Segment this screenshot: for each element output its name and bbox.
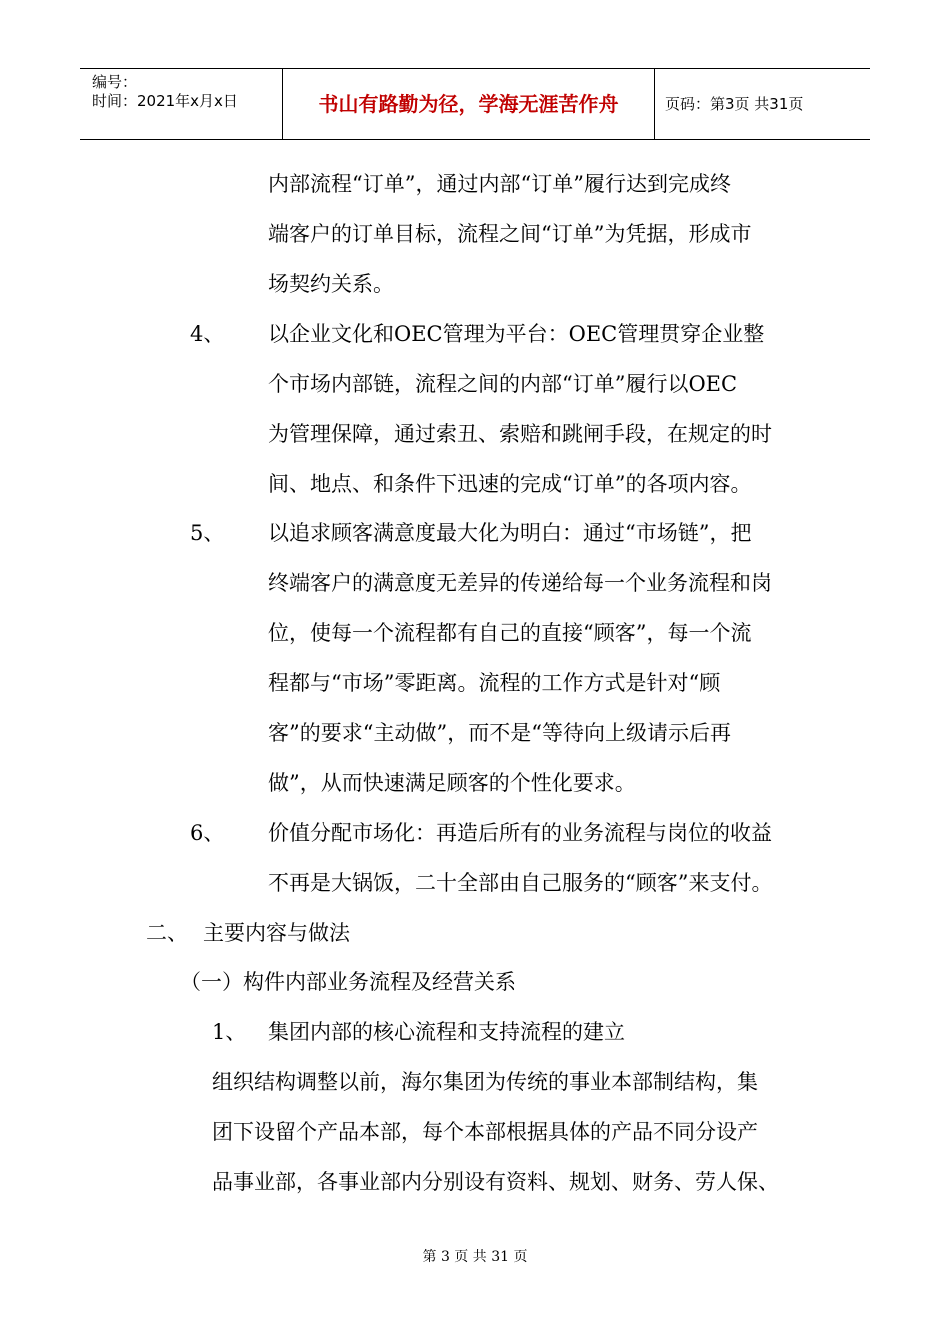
body-line: 端客户的订单目标，流程之间“订单”为凭据，形成市 bbox=[268, 222, 752, 246]
list-number: 5、 bbox=[190, 521, 225, 545]
header-motto: 书山有路勤为径，学海无涯苦作舟 bbox=[283, 69, 655, 139]
list-number: 6、 bbox=[190, 821, 225, 845]
body-line: 为管理保障，通过索丑、索赔和跳闸手段，在规定的时 bbox=[268, 422, 772, 446]
subsection-heading: （一）构件内部业务流程及经营关系 bbox=[180, 970, 516, 994]
list-number: 1、 bbox=[212, 1020, 247, 1044]
document-time-label: 时间：2021年x月x日 bbox=[92, 92, 238, 110]
header-page-label: 页码：第3页 共31页 bbox=[665, 95, 804, 113]
body-line: 组织结构调整以前，海尔集团为传统的事业本部制结构，集 bbox=[212, 1070, 758, 1094]
body-line: 程都与“市场”零距离。流程的工作方式是针对“顾 bbox=[268, 671, 721, 695]
body-line: 团下设留个产品本部，每个本部根据具体的产品不同分设产 bbox=[212, 1120, 758, 1144]
body-line: 做”，从而快速满足顾客的个性化要求。 bbox=[268, 771, 636, 795]
item-heading: 集团内部的核心流程和支持流程的建立 bbox=[268, 1020, 625, 1044]
body-line: 价值分配市场化：再造后所有的业务流程与岗位的收益 bbox=[268, 821, 772, 845]
header-meta bbox=[80, 69, 283, 139]
body-line: 不再是大锅饭，二十全部由自己服务的“顾客”来支付。 bbox=[268, 871, 773, 895]
body-line: 个市场内部链，流程之间的内部“订单”履行以OEC bbox=[268, 372, 738, 396]
body-line: 品事业部，各事业部内分别设有资料、规划、财务、劳人保、 bbox=[212, 1170, 779, 1194]
body-line: 以追求顾客满意度最大化为明白：通过“市场链”，把 bbox=[268, 521, 752, 545]
list-number: 4、 bbox=[190, 322, 225, 346]
section-number: 二、 bbox=[146, 921, 188, 945]
section-heading: 主要内容与做法 bbox=[203, 921, 350, 945]
page-footer: 第 3 页 共 31 页 bbox=[422, 1249, 528, 1265]
document-number-label: 编号： bbox=[92, 73, 138, 91]
body-line: 位，使每一个流程都有自己的直接“顾客”，每一个流 bbox=[268, 621, 752, 645]
body-line: 以企业文化和OEC管理为平台：OEC管理贯穿企业整 bbox=[268, 322, 765, 346]
body-line: 场契约关系。 bbox=[268, 272, 394, 296]
body-line: 终端客户的满意度无差异的传递给每一个业务流程和岗 bbox=[268, 571, 772, 595]
body-line: 客”的要求“主动做”，而不是“等待向上级请示后再 bbox=[268, 721, 731, 745]
body-line: 间、地点、和条件下迅速的完成“订单”的各项内容。 bbox=[268, 472, 752, 496]
page-header bbox=[80, 68, 870, 140]
body-line: 内部流程“订单”，通过内部“订单”履行达到完成终 bbox=[268, 172, 731, 196]
